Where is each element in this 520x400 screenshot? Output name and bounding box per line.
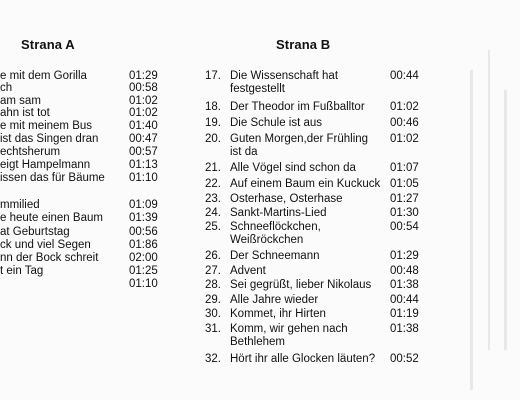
track-title: Guten Morgen,der Frühling ist da: [230, 133, 369, 158]
track-duration: 01:02: [390, 133, 419, 145]
track-number: 32.: [205, 353, 221, 365]
track-row: [0, 95, 170, 107]
track-title: Schneeflöckchen, Weißröckchen: [230, 221, 321, 246]
track-title: Advent: [230, 265, 266, 277]
track-row: [200, 279, 436, 291]
track-title: e mit meinem Bus: [0, 120, 93, 132]
track-row: [200, 353, 436, 365]
track-number: 20.: [205, 133, 221, 145]
track-title: eigt Hampelmann: [0, 159, 91, 171]
track-duration: 01:38: [390, 323, 419, 335]
track-title: Alle Vögel sind schon da: [230, 162, 356, 174]
track-number: 25.: [205, 221, 221, 233]
track-duration: 00:47: [129, 133, 158, 145]
track-duration: 01:86: [129, 239, 158, 251]
track-duration: 01:19: [390, 308, 419, 320]
track-row: [200, 117, 436, 129]
track-title: ck und viel Segen: [0, 239, 91, 251]
track-duration: 01:29: [390, 250, 419, 262]
track-title: issen das für Bäume: [0, 172, 105, 184]
track-row: [200, 162, 436, 174]
track-row: [200, 101, 436, 113]
track-number: 24.: [205, 207, 221, 219]
track-duration: 01:38: [390, 279, 419, 291]
track-row: [200, 178, 436, 190]
track-title: Der Schneemann: [230, 250, 320, 262]
track-row: [0, 159, 170, 171]
track-title: Der Theodor im Fußballtor: [230, 101, 365, 113]
track-duration: 01:05: [390, 178, 419, 190]
track-duration: 01:10: [129, 278, 158, 290]
track-title: Sankt-Martins-Lied: [230, 207, 327, 219]
track-title: nn der Bock schreit: [0, 252, 99, 264]
track-number: 27.: [205, 265, 221, 277]
track-title: ahn ist tot: [0, 107, 50, 119]
track-duration: 01:02: [129, 107, 158, 119]
track-title: e heute einen Baum: [0, 212, 103, 224]
track-title: Osterhase, Osterhase: [230, 193, 343, 205]
track-duration: 01:25: [129, 265, 158, 277]
track-title: at Geburtstag: [0, 226, 70, 238]
track-row: [200, 250, 436, 262]
track-title: Alle Jahre wieder: [230, 294, 319, 306]
track-number: 30.: [205, 308, 221, 320]
track-number: 26.: [205, 250, 221, 262]
track-row: [0, 146, 170, 158]
track-number: 21.: [205, 162, 221, 174]
track-duration: 01:07: [390, 162, 419, 174]
track-title: Auf einem Baum ein Kuckuck: [230, 178, 381, 190]
track-title: mmilied: [0, 199, 40, 211]
track-row: [0, 70, 170, 82]
track-row: [0, 252, 170, 264]
track-duration: 00:44: [390, 70, 419, 82]
track-duration: 00:58: [129, 82, 158, 94]
track-title: am sam: [0, 95, 41, 107]
track-row: [0, 265, 170, 277]
track-title: Sei gegrüßt, lieber Nikolaus: [230, 279, 372, 291]
track-number: 29.: [205, 294, 221, 306]
track-row: [200, 70, 436, 95]
track-duration: 01:02: [390, 101, 419, 113]
track-row: [200, 308, 436, 320]
track-duration: 01:29: [129, 70, 158, 82]
track-row: [0, 172, 170, 184]
track-duration: 00:48: [390, 265, 419, 277]
track-duration: 01:40: [129, 120, 158, 132]
track-row: [200, 221, 436, 246]
track-duration: 00:57: [129, 146, 158, 158]
track-duration: 01:10: [129, 172, 158, 184]
track-title: Komm, wir gehen nach Bethlehem: [230, 323, 348, 348]
side-a-heading: Strana A: [21, 37, 75, 52]
track-duration: 00:52: [390, 353, 419, 365]
track-row: [0, 120, 170, 132]
track-number: 23.: [205, 193, 221, 205]
track-row: [0, 212, 170, 224]
track-title: ist das Singen dran: [0, 133, 99, 145]
track-number: 18.: [205, 101, 221, 113]
track-row: [0, 199, 170, 211]
track-number: 22.: [205, 178, 221, 190]
track-row: [0, 185, 170, 197]
track-duration: 00:46: [390, 117, 419, 129]
track-row: [0, 278, 170, 290]
track-title: echtsherum: [0, 146, 61, 158]
side-b-heading: Strana B: [276, 37, 331, 52]
track-duration: 01:30: [390, 207, 419, 219]
track-duration: 01:27: [390, 193, 419, 205]
track-duration: 02:00: [129, 252, 158, 264]
track-number: 28.: [205, 279, 221, 291]
track-row: [200, 294, 436, 306]
track-duration: 01:39: [129, 212, 158, 224]
track-duration: 01:13: [129, 159, 158, 171]
track-title: Die Schule ist aus: [230, 117, 323, 129]
track-row: [0, 133, 170, 145]
track-row: [200, 207, 436, 219]
track-row: [0, 239, 170, 251]
track-row: [200, 193, 436, 205]
track-title: Die Wissenschaft hat festgestellt: [230, 70, 339, 95]
track-row: [0, 226, 170, 238]
track-number: 19.: [205, 117, 221, 129]
track-duration: 00:44: [390, 294, 419, 306]
track-title: Hört ihr alle Glocken läuten?: [230, 353, 376, 365]
track-duration: 00:56: [129, 226, 158, 238]
track-row: [0, 107, 170, 119]
track-number: 31.: [205, 323, 221, 335]
track-row: [200, 265, 436, 277]
track-number: 17.: [205, 70, 221, 82]
track-row: [200, 323, 436, 348]
track-title: e mit dem Gorilla: [0, 70, 87, 82]
track-title: ch: [0, 82, 13, 94]
bleed-through-texture: [470, 10, 520, 390]
track-row: [0, 82, 170, 94]
track-duration: 01:02: [129, 95, 158, 107]
track-title: Kommet, ihr Hirten: [230, 308, 326, 320]
track-row: [200, 133, 436, 158]
track-duration: 01:09: [129, 199, 158, 211]
track-title: t ein Tag: [0, 265, 44, 277]
track-duration: 00:54: [390, 221, 419, 233]
